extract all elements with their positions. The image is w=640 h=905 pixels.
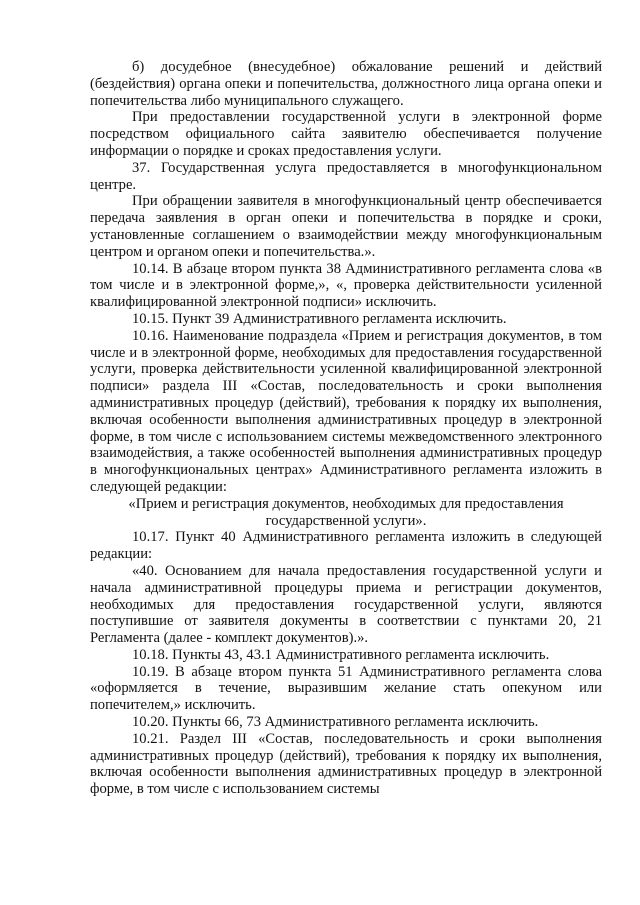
paragraph-electronic-form-info: При предоставлении государственной услуги в электронной форме посредством официального сайта заявителю обеспечивается получение информации о порядке и сроках предоставления услуги. [90,109,602,159]
paragraph-item-40: «40. Основанием для начала предоставления государственной услуги и начала административной процедуры приема и регистрации документов, необходимых для предоставления государственной услуги, являются поступившие от заявителя документы в соответствии с пунктами 20, 21 Регламента (далее - комплект документов).». [90,562,602,647]
document-page [90,59,602,798]
paragraph-10-16: 10.16. Наименование подраздела «Прием и регистрация документов, в том числе и в электронной форме, необходимых для предоставления государственной услуги, проверка действительности усиленной квалифицированной электронной подписи» раздела III «Состав, последовательность и сроки выполнения административных процедур (действий), требования к порядку их выполнения, включая особенности выполнения административных процедур в электронной форме, в том числе с использованием системы межведомственного электронного взаимодействия, а также особенностей выполнения административных процедур в многофункциональных центрах» Административного регламента изложить в следующей редакции: [90,327,602,495]
paragraph-10-17: 10.17. Пункт 40 Административного регламента изложить в следующей редакции: [90,529,602,563]
paragraph-10-18: 10.18. Пункты 43, 43.1 Административного регламента исключить. [132,646,550,663]
paragraph-10-21: 10.21. Раздел III «Состав, последовательность и сроки выполнения административных процедур (действий), требования к порядку их выполнения, включая особенности выполнения административных процедур в электронной форме, в том числе с использованием системы [90,730,602,798]
paragraph-10-15: 10.15. Пункт 39 Административного регламента исключить. [132,310,507,327]
paragraph-10-20: 10.20. Пункты 66, 73 Административного регламента исключить. [132,714,539,731]
paragraph-mfc-transfer: При обращении заявителя в многофункциональный центр обеспечивается передача заявления в орган опеки и попечительства в порядке и сроки, установленные соглашением о взаимодействии между многофункциональным центром и органом опеки и попечительства.». [90,193,602,260]
paragraph-subsection-title: «Прием и регистрация документов, необходимых для предоставления государственной услуги». [128,495,564,529]
paragraph-10-19: 10.19. В абзаце втором пункта 51 Административного регламента слова «оформляется в течение, выразившим желание стать опекуном или попечителем,» исключить. [90,663,602,714]
paragraph-10-14: 10.14. В абзаце втором пункта 38 Административного регламента слова «в том числе и в электронной форме,», «, проверка действительности усиленной квалифицированной электронной подписи» исключить. [90,260,602,311]
paragraph-pretrial-appeal: б) досудебное (внесудебное) обжалование решений и действий (бездействия) органа опеки и попечительства, должностного лица органа опеки и попечительства либо муниципального служащего. [90,59,602,109]
paragraph-item-37: 37. Государственная услуга предоставляется в многофункциональном центре. [90,159,602,193]
